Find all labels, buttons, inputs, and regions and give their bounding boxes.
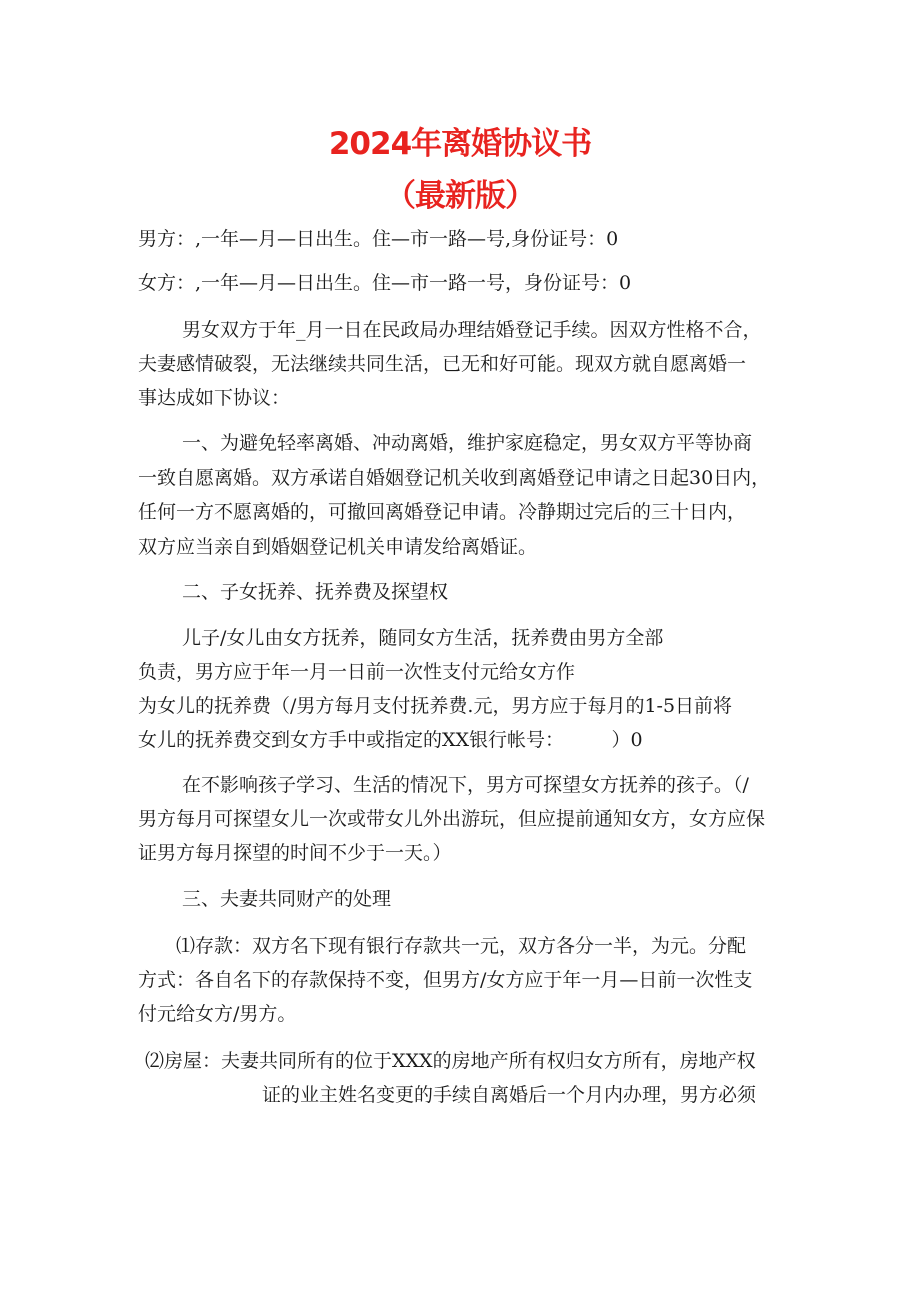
paragraph-line: 女方：,一年—月—日出生。住—市一路一号，身份证号：0 bbox=[138, 272, 632, 294]
paragraph-line: 方式：各自名下的存款保持不变，但男方/女方应于年一月—日前一次性支 bbox=[138, 969, 753, 991]
paragraph-line: 儿子/女儿由女方抚养，随同女方生活，抚养费由男方全部 bbox=[182, 627, 664, 649]
paragraph-line: 付元给女方/男方。 bbox=[138, 1003, 297, 1025]
paragraph-line: 证男方每月探望的时间不少于一天。） bbox=[138, 842, 452, 864]
paragraph-line: 证的业主姓名变更的手续自离婚后一个月内办理，男方必须 bbox=[262, 1084, 757, 1106]
paragraph-line: 一致自愿离婚。双方承诺自婚姻登记机关收到离婚登记申请之日起30日内， bbox=[138, 467, 771, 489]
paragraph-line: 一、为避免轻率离婚、冲动离婚，维护家庭稳定，男女双方平等协商 bbox=[182, 432, 753, 454]
paragraph-line: 在不影响孩子学习、生活的情况下，男方可探望女方抚养的孩子。（/ bbox=[182, 774, 749, 796]
paragraph-line: 夫妻感情破裂，无法继续共同生活，已无和好可能。现双方就自愿离婚一 bbox=[138, 353, 747, 375]
section-heading: 三、夫妻共同财产的处理 bbox=[182, 888, 392, 910]
paragraph-line: 任何一方不愿离婚的，可撤回离婚登记申请。冷静期过完后的三十日内， bbox=[138, 501, 747, 523]
paragraph-line: 男方每月可探望女儿一次或带女儿外出游玩，但应提前通知女方，女方应保 bbox=[138, 808, 766, 830]
paragraph-line: 为女儿的抚养费（/男方每月支付抚养费.元，男方应于每月的1-5日前将 bbox=[138, 695, 733, 717]
paragraph-line: ⑴存款：双方名下现有银行存款共一元，双方各分一半，为元。分配 bbox=[176, 935, 747, 957]
paragraph-line: 负责，男方应于年一月一日前一次性支付元给女方作 bbox=[138, 661, 576, 683]
paragraph-line: 男女双方于年_月一日在民政局办理结婚登记手续。因双方性格不合， bbox=[182, 319, 762, 341]
paragraph-line: ⑵房屋：夫妻共同所有的位于XXX的房地产所有权归女方所有，房地产权 bbox=[145, 1050, 756, 1072]
paragraph-line: 双方应当亲自到婚姻登记机关申请发给离婚证。 bbox=[138, 536, 538, 558]
paragraph-line: 女儿的抚养费交到女方手中或指定的XX银行帐号： ）0 bbox=[138, 729, 643, 751]
document-title: 2024年离婚协议书 bbox=[328, 126, 592, 162]
section-heading: 二、子女抚养、抚养费及探望权 bbox=[182, 581, 449, 603]
paragraph-line: 男方：,一年—月—日出生。住—市一路—号,身份证号：0 bbox=[138, 228, 619, 250]
document-subtitle: （最新版） bbox=[385, 178, 535, 214]
paragraph-line: 事达成如下协议： bbox=[138, 387, 291, 409]
